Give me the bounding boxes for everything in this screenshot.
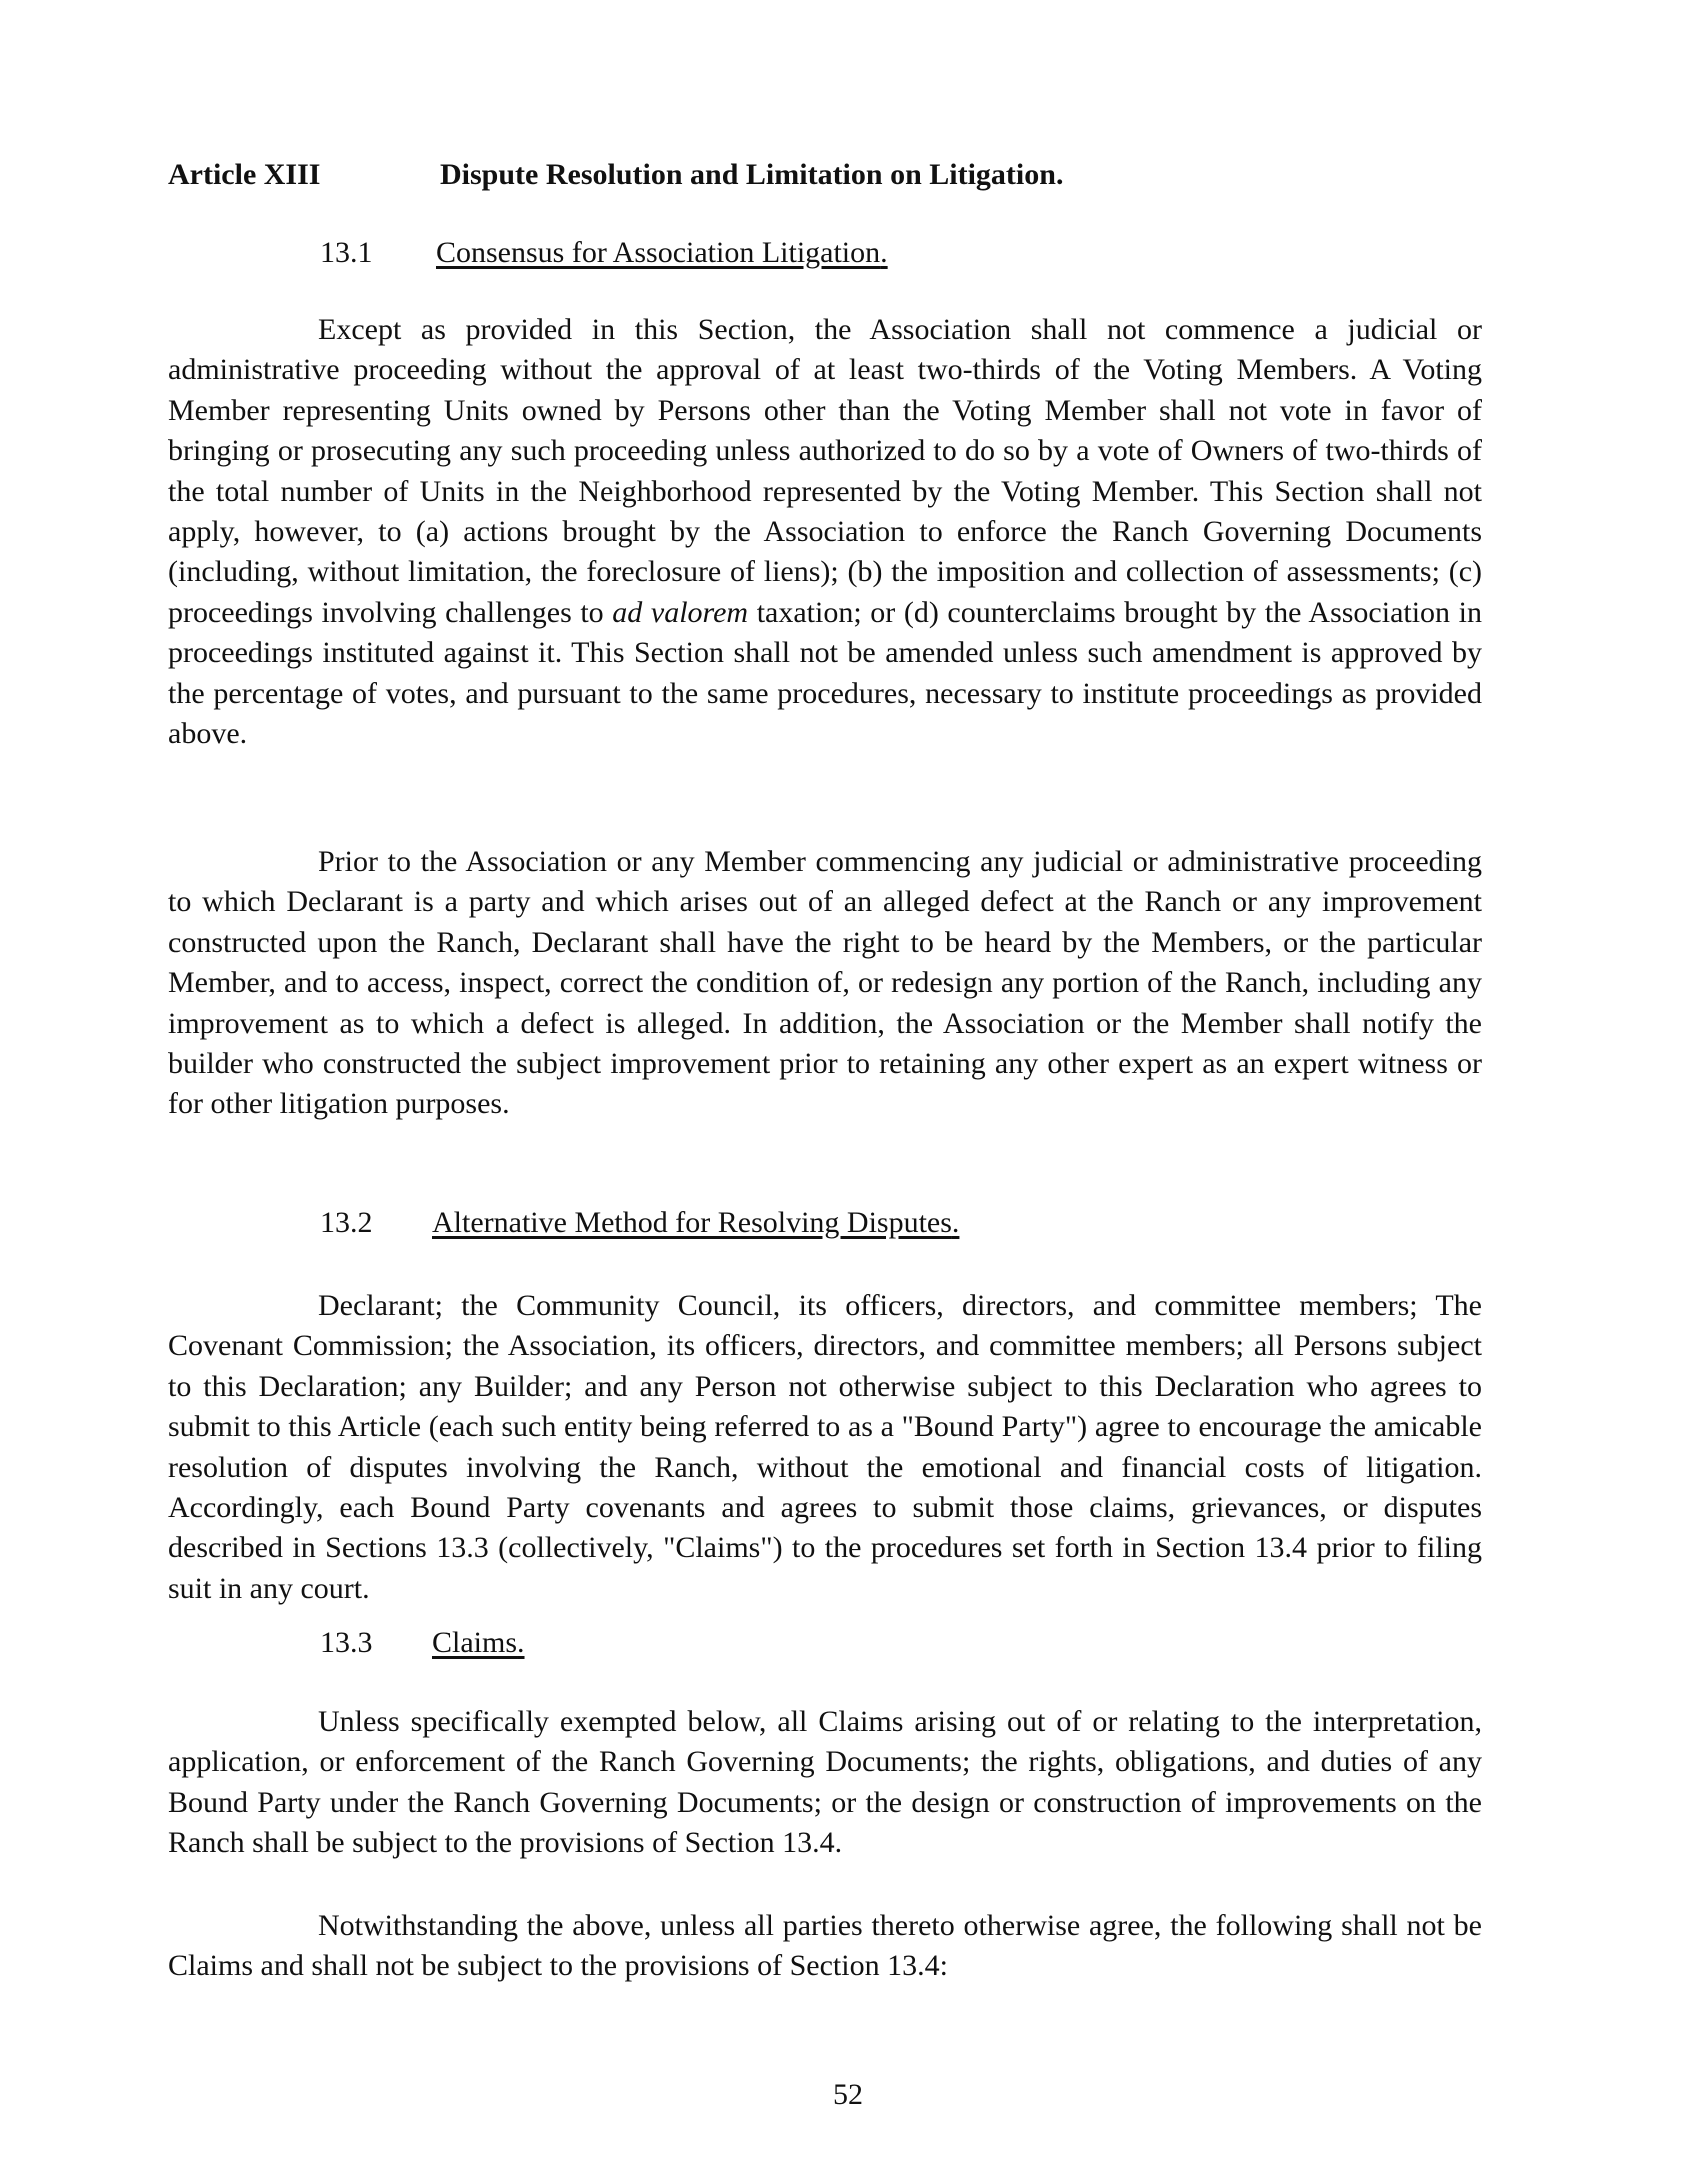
section-number: 13.1 <box>320 236 373 269</box>
section-13-1-paragraph-1: Except as provided in this Section, the Association shall not commence a judicial or administrative proceeding without the approval of at least two-thirds of the Voting Members. A Voting Member representing Units owned by Persons other than the Voting Member shall not vote in favor of bringing or prosecuting any such proceeding unless authorized to do so by a vote of Owners of two-thirds of the total number of Units in the Neighborhood represented by the Voting Member. This Section shall not apply, however, to (a) actions brought by the Association to enforce the Ranch Governing Documents (including, without limitation, the foreclosure of liens); (b) the imposition and collection of assessments; (c) proceedings involving challenges to ad valorem taxation; or (d) counterclaims brought by the Association in proceedings instituted against it. This Section shall not be amended unless such amendment is approved by the percentage of votes, and pursuant to the same procedures, necessary to institute proceedings as provided above. <box>168 313 1482 751</box>
section-13-1-paragraph-2: Prior to the Association or any Member commencing any judicial or administrative proceeding to which Declarant is a party and which arises out of an alleged defect at the Ranch or any improvement constructed upon the Ranch, Declarant shall have the right to be heard by the Members, or the particular Member, and to access, inspect, correct the condition of, or redesign any portion of the Ranch, including any improvement as to which a defect is alleged. In addition, the Association or the Member shall notify the builder who constructed the subject improvement prior to retaining any other expert as an expert witness or for other litigation purposes. <box>168 845 1482 1121</box>
section-title: Claims. <box>432 1626 525 1659</box>
section-13-3-paragraph-2: Notwithstanding the above, unless all parties thereto otherwise agree, the following shall not be Claims and shall not be subject to the provisions of Section 13.4: <box>168 1909 1482 1983</box>
section-number: 13.3 <box>320 1626 373 1659</box>
italic-term: ad valorem <box>612 595 749 629</box>
section-title: Consensus for Association Litigation. <box>436 236 888 269</box>
section-number: 13.2 <box>320 1206 373 1239</box>
article-title: Dispute Resolution and Limitation on Litigation. <box>440 158 1064 191</box>
section-heading-13-1 <box>320 236 888 270</box>
section-heading-13-2 <box>320 1206 960 1240</box>
page-number: 52 <box>833 2078 863 2111</box>
section-heading-13-3 <box>320 1626 525 1660</box>
article-number: Article XIII <box>168 158 321 191</box>
section-title: Alternative Method for Resolving Disputes. <box>432 1206 960 1239</box>
section-13-3-paragraph-1: Unless specifically exempted below, all Claims arising out of or relating to the interpretation, application, or enforcement of the Ranch Governing Documents; the rights, obligations, and duties of any Bound Party under the Ranch Governing Documents; or the design or construction of improvements on the Ranch shall be subject to the provisions of Section 13.4. <box>168 1705 1482 1860</box>
section-13-2-paragraph-1: Declarant; the Community Council, its officers, directors, and committee members; The Covenant Commission; the Association, its officers, directors, and committee members; all Persons subject to this Declaration; any Builder; and any Person not otherwise subject to this Declaration who agrees to submit to this Article (each such entity being referred to as a "Bound Party") agree to encourage the amicable resolution of disputes involving the Ranch, without the emotional and financial costs of litigation. Accordingly, each Bound Party covenants and agrees to submit those claims, grievances, or disputes described in Sections 13.3 (collectively, "Claims") to the procedures set forth in Section 13.4 prior to filing suit in any court. <box>168 1289 1482 1605</box>
